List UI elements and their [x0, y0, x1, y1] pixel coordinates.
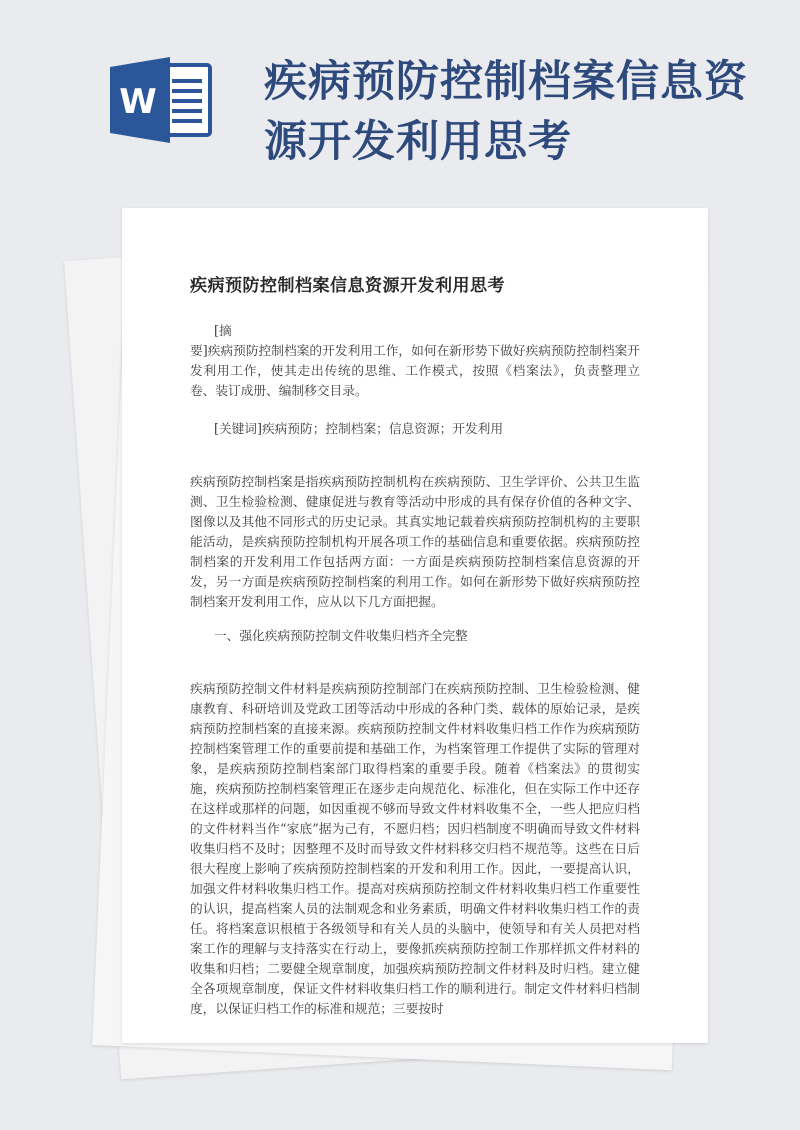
document-title: 疾病预防控制档案信息资源开发利用思考 — [190, 276, 505, 296]
keywords: [关键词]疾病预防；控制档案；信息资源；开发利用 — [214, 421, 504, 436]
paragraph-section-1: 疾病预防控制文件材料是疾病预防控制部门在疾病预防控制、卫生检验检测、健康教育、科研培训及党政工团等活动中形成的各种门类、载体的原始记录，是疾病预防控制档案的直接来源。疾病预防控制文件材料收集归档工作作为疾病预防控制档案管理工作的重要前提和基础工作，为档案管理工作提供了实际的管理对象，是疾病预防控制档案部门取得档案的重要手段。随着《档案法》的贯彻实施，疾病预防控制档案管理正在逐步走向规范化、标准化，但在实际工作中还存在这样或那样的问题，如因重视不够而导致文件材料收集不全，一些人把应归档的文件材料当作“家底”据为己有，不愿归档；因归档制度不明确而导致文件材料收集归档不及时；因整理不及时而导致文件材料移交归档不规范等。这些在日后很大程度上影响了疾病预防控制档案的开发和利用工作。因此，一要提高认识，加强文件材料收集归档工作。提高对疾病预防控制文件材料收集归档工作重要性的认识，提高档案人员的法制观念和业务素质，明确文件材料收集归档工作的责任。将档案意识根植于各级领导和有关人员的头脑中，使领导和有关人员把对档案工作的理解与支持落实在行动上，要像抓疾病预防控制工作那样抓文件材料的收集和归档；二要健全规章制度，加强疾病预防控制文件材料及时归档。建立健全各项规章制度，保证文件材料收集归档工作的顺利进行。制定文件材料归档制度，以保证归档工作的标准和规范；三要按时 — [190, 681, 640, 1016]
section-heading-1: 一、强化疾病预防控制文件收集归档齐全完整 — [214, 628, 468, 643]
banner-title: 疾病预防控制档案信息资源开发利用思考 — [264, 57, 748, 167]
word-logo-letter: W — [119, 82, 157, 122]
paragraph-intro: 疾病预防控制档案是指疾病预防控制机构在疾病预防、卫生学评价、公共卫生监测、卫生检验检测、健康促进与教育等活动中形成的具有保存价值的各种文字、图像以及其他不同形式的历史记录。其真实地记载着疾病预防控制机构的主要职能活动，是疾病预防控制机构开展各项工作的基础信息和重要依据。疾病预防控制档案的开发利用工作包括两方面：一方面是疾病预防控制档案信息资源的开发，另一方面是疾病预防控制档案的利用工作。如何在新形势下做好疾病预防控制档案开发利用工作，应从以下几方面把握。 — [190, 474, 640, 609]
document-body — [190, 276, 640, 1019]
abstract-open: [摘 — [214, 323, 232, 338]
word-logo — [108, 55, 218, 145]
abstract-body: 要]疾病预防控制档案的开发利用工作，如何在新形势下做好疾病预防控制档案开发利用工作，使其走出传统的思维、工作模式，按照《档案法》，负责整理立卷、装订成册、编制移交目录。 — [190, 343, 640, 398]
